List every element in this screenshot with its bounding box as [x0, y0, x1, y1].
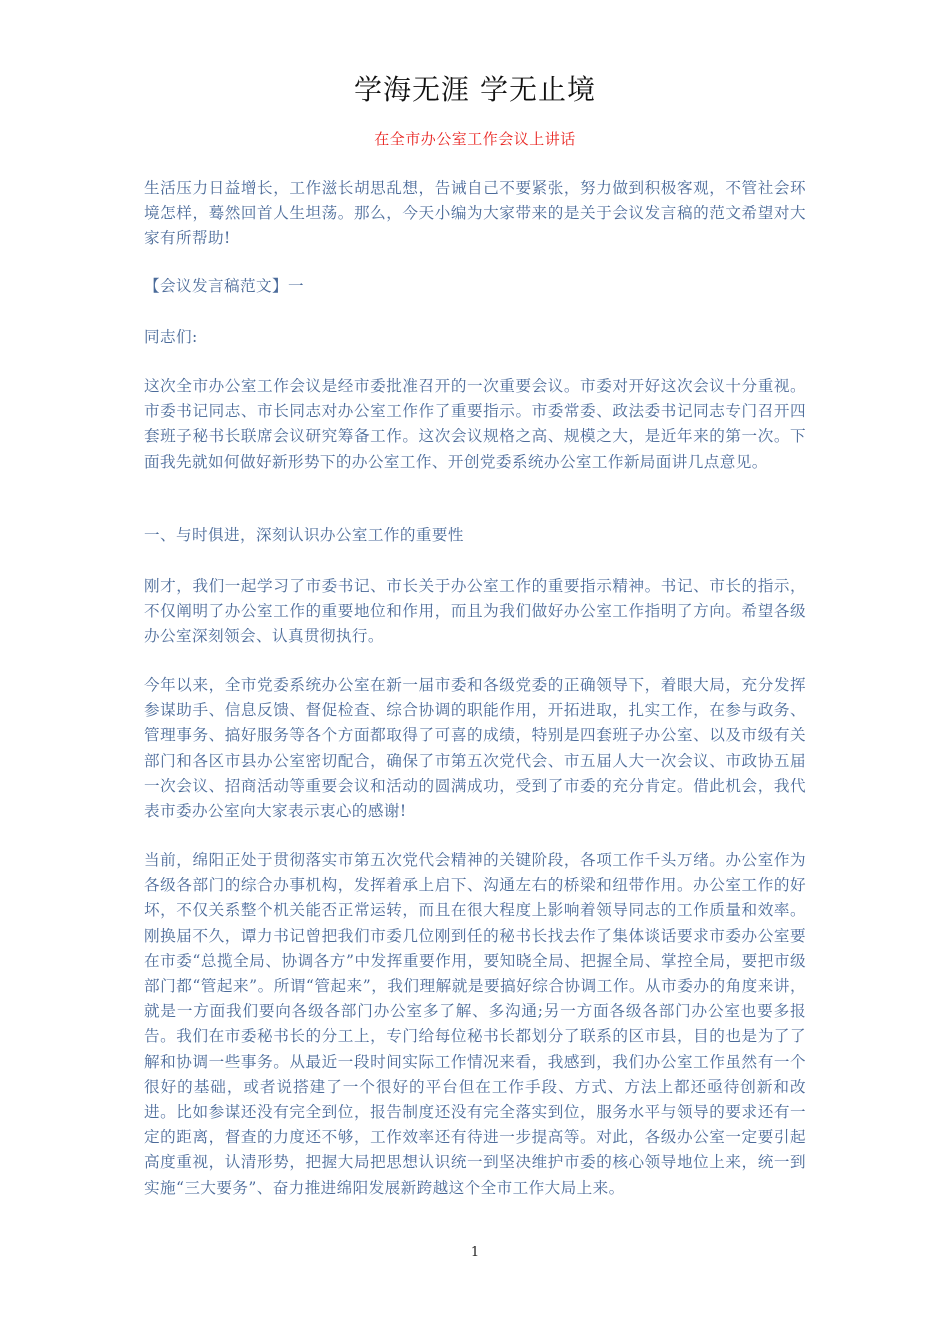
salutation: 同志们: — [144, 328, 198, 346]
body-paragraph: 刚才，我们一起学习了市委书记、市长关于办公室工作的重要指示精神。书记、市长的指示，不仅阐明了办公室工作的重要地位和作用，而且为我们做好办公室工作指明了方向。希望各级办公室深刻领会、认真贯彻执行。 — [144, 577, 806, 646]
body-paragraph: 当前，绵阳正处于贯彻落实市第五次党代会精神的关键阶段，各项工作千头万绪。办公室作为各级各部门的综合办事机构，发挥着承上启下、沟通左右的桥梁和纽带作用。办公室工作的好坏，不仅关系整个机关能否正常运转，而且在很大程度上影响着领导同志的工作质量和效率。刚换届不久，谭力书记曾把我们市委几位刚到任的秘书长找去作了集体谈话要求市委办公室要在市委“总揽全局、协调各方”中发挥重要作用，要知晓全局、把握全局、掌控全局，要把市级部门都“管起来”。所谓“管起来”，我们理解就是要搞好综合协调工作。从市委办的角度来讲，就是一方面我们要向各级各部门办公室多了解、多沟通;另一方面各级各部门办公室也要多报告。我们在市委秘书长的分工上，专门给每位秘书长都划分了联系的区市县，目的也是为了了解和协调一些事务。从最近一段时间实际工作情况来看，我感到，我们办公室工作虽然有一个很好的基础，或者说搭建了一个很好的平台但在工作手段、方式、方法上都还亟待创新和改进。比如参谋还没有完全到位，报告制度还没有完全落实到位，服务水平与领导的要求还有一定的距离，督查的力度还不够，工作效率还有待进一步提高等。对此，各级办公室一定要引起高度重视，认清形势，把握大局把思想认识统一到坚决维护市委的核心领导地位上来，统一到实施“三大要务”、奋力推进绵阳发展新跨越这个全市工作大局上来。 — [144, 851, 806, 1197]
speech-subtitle: 在全市办公室工作会议上讲话 — [374, 130, 576, 148]
section-heading: 一、与时俱进，深刻认识办公室工作的重要性 — [144, 526, 464, 544]
section-label: 【会议发言稿范文】一 — [144, 277, 304, 295]
body-paragraph: 今年以来，全市党委系统办公室在新一届市委和各级党委的正确领导下，着眼大局，充分发挥参谋助手、信息反馈、督促检查、综合协调的职能作用，开拓进取，扎实工作，在参与政务、管理事务、搞好服务等各个方面都取得了可喜的成绩，特别是四套班子办公室、以及市级有关部门和各区市县办公室密切配合，确保了市第五次党代会、市五届人大一次会议、市政协五届一次会议、招商活动等重要会议和活动的圆满成功，受到了市委的充分肯定。借此机会，我代表市委办公室向大家表示衷心的感谢! — [144, 676, 806, 821]
body-paragraph: 这次全市办公室工作会议是经市委批准召开的一次重要会议。市委对开好这次会议十分重视。市委书记同志、市长同志对办公室工作作了重要指示。市委常委、政法委书记同志专门召开四套班子秘书长联席会议研究筹备工作。这次会议规格之高、规模之大，是近年来的第一次。下面我先就如何做好新形势下的办公室工作、开创党委系统办公室工作新局面讲几点意见。 — [144, 377, 806, 471]
page-title: 学海无涯 学无止境 — [354, 73, 596, 106]
page-number: 1 — [470, 1245, 480, 1260]
intro-paragraph: 生活压力日益增长，工作滋长胡思乱想，告诫自己不要紧张，努力做到积极客观，不管社会环境怎样，蓦然回首人生坦荡。那么，今天小编为大家带来的是关于会议发言稿的范文希望对大家有所帮助! — [144, 179, 806, 248]
